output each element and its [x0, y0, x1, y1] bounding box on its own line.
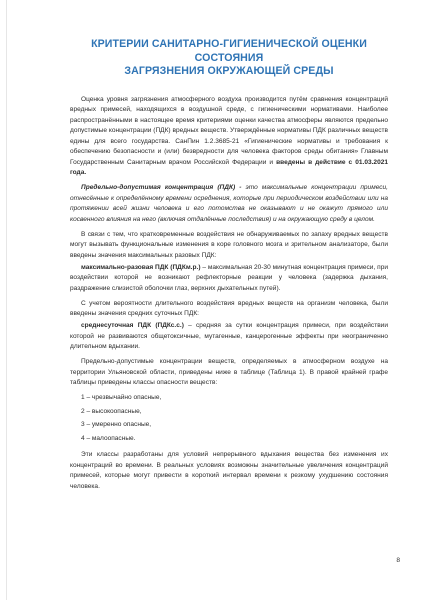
paragraph-table-reference: Предельно-допустимые концентрации веществ, определяемых в атмосферном воздухе на территории Ульяновской области, приведены ниже в таблице (Таблица 1). В правой крайней графе таблицы приведены классы опасности веществ: — [70, 358, 388, 386]
max-single-pdk-text: – максимальная 20-30 минутная концентрация примеси, при воздействии которой не возникают рефлекторные реакции у человека (задержка дыхания, раздражение слизистой оболочки глаз, верхних дыхательных путей). — [70, 263, 389, 292]
hazard-class-item: 1 – чрезвычайно опасные, — [81, 394, 162, 401]
pdk-term: Предельно-допустимая концентрация (ПДК) - — [81, 184, 242, 191]
page-number: 8 — [396, 557, 400, 564]
pdk-definition-text: это максимальные концентрации примеси, отнесённые к определённому времени осреднения, которые при периодическом воздействии или на протяжении всей жизни человека и его потомства не оказывают и не окажут прямого или косвенного влияния на него (включая отдалённые последствия) и на окружающую среду в целом. — [70, 184, 388, 223]
intro-text: Оценка уровня загрязнения атмосферного воздуха производится путём сравнения концентраций вредных примесей, находящихся в воздушной среде, с гигиеническими нормативами. Наиболее распространёнными в настоящее время критериями оценки качества атмосферы являются предельно допустимые концентрации (ПДК) вредных веществ. Утверждённые нормативы ПДК различных веществ едины для всего государства. СанПин 1.2.3685-21 «Гигиенические нормативы и требования к обеспечению безопасности и (или) безвредности для человека факторов среды обитания» Главным Государственным Санитарным врачом Российской Федерации и — [70, 95, 388, 166]
paragraph-daily-pdk — [70, 321, 388, 353]
title-line-2: ЗАГРЯЗНЕНИЯ ОКРУЖАЮЩЕЙ СРЕДЫ — [124, 65, 334, 77]
page-title — [70, 38, 388, 79]
hazard-class-item: 2 – высокоопасные, — [81, 407, 142, 415]
paragraph-intro — [70, 95, 388, 179]
paragraph-conclusion: Эти классы разработаны для условий непрерывного вдыхания вещества без изменения их концентраций во времени. В реальных условиях возможны значительные увеличения концентраций примесей, которые могут привести в короткий интервал времени к резкому ухудшению состояния человека. — [70, 451, 388, 490]
paragraph-long-term: С учетом вероятности длительного воздействия вредных веществ на организм человека, были введены значения средних суточных ПДК: — [70, 299, 388, 317]
hazard-class-item: 3 – умеренно опасные, — [81, 421, 152, 428]
paragraph-short-term: В связи с тем, что кратковременные воздействия не обнаруживаемых по запаху вредных веществ могут вызывать функциональные изменения в коре головного мозга и зрительном анализаторе, были введены значения максимальных разовых ПДК: — [70, 230, 388, 259]
document-body — [70, 95, 388, 493]
intro-effective-date: введены в действие с 01.03.2021 года. — [70, 158, 388, 176]
daily-pdk-term: среднесуточная ПДК (ПДКс.с.) — [81, 322, 184, 329]
daily-pdk-text: – средняя за сутки концентрация примеси, при воздействии которой не развиваются общетоксичные, мутагенные, канцерогенные эффекты при неограниченно длительном вдыхании. — [70, 322, 388, 350]
hazard-class-item: 4 – малоопасные. — [81, 434, 136, 442]
max-single-pdk-term: максимально-разовая ПДК (ПДКм.р.) — [81, 263, 201, 271]
page-edge-line — [6, 0, 7, 600]
title-line-1: КРИТЕРИИ САНИТАРНО-ГИГИЕНИЧЕСКОЙ ОЦЕНКИ СОСТОЯНИЯ — [91, 38, 367, 64]
paragraph-pdk-definition — [70, 183, 388, 225]
paragraph-max-single-pdk — [70, 263, 388, 295]
